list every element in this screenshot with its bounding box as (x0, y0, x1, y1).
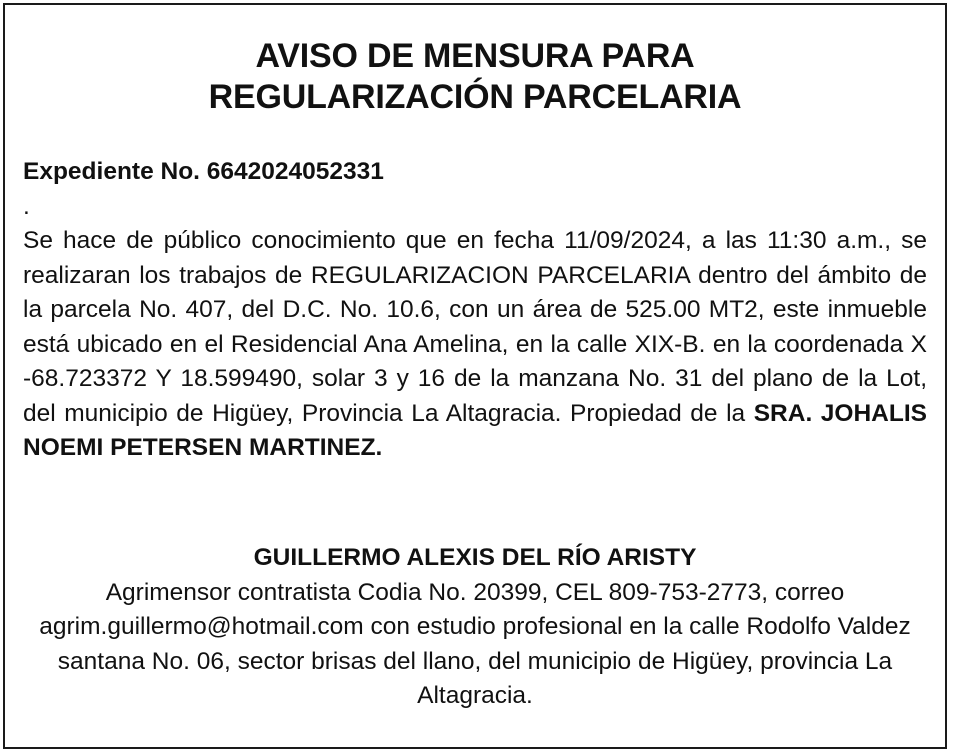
signer-name: GUILLERMO ALEXIS DEL RÍO ARISTY (253, 544, 697, 571)
notice-content (23, 155, 927, 466)
notice-body-text: Se hace de público conocimiento que en fecha 11/09/2024, a las 11:30 a.m., se realizaran los trabajos de REGULARIZACION PARCELARIA dentro del ámbito de la parcela No. 407, del D.C. No. 10.6, con un área de 525.00 MT2, este inmueble está ubicado en el Residencial Ana Amelina, en la calle XIX-B. en la coordenada X -68.723372 Y 18.599490, solar 3 y 16 de la manzana No. 31 del plano de la Lot, del municipio de Higüey, Provincia La Altagracia. Propiedad de la (23, 227, 927, 427)
title-line-1: AVISO DE MENSURA PARA (255, 37, 695, 75)
signer-details: Agrimensor contratista Codia No. 20399, CEL 809-753-2773, correo agrim.guillermo@hotmail.com con estudio profesional en la calle Rodolfo Valdez santana No. 06, sector brisas del llano, del municipio de Higüey, provincia La Altagracia. (39, 578, 911, 709)
notice-body (23, 224, 927, 466)
title-line-2: REGULARIZACIÓN PARCELARIA (208, 78, 742, 116)
signature-block (23, 541, 927, 714)
separator-dot: . (23, 192, 30, 220)
expediente-number: Expediente No. 6642024052331 (23, 158, 384, 185)
notice-frame (3, 3, 947, 749)
notice-title (5, 36, 945, 118)
property-owner: SRA. JOHALIS NOEMI PETERSEN MARTINEZ. (23, 399, 927, 461)
